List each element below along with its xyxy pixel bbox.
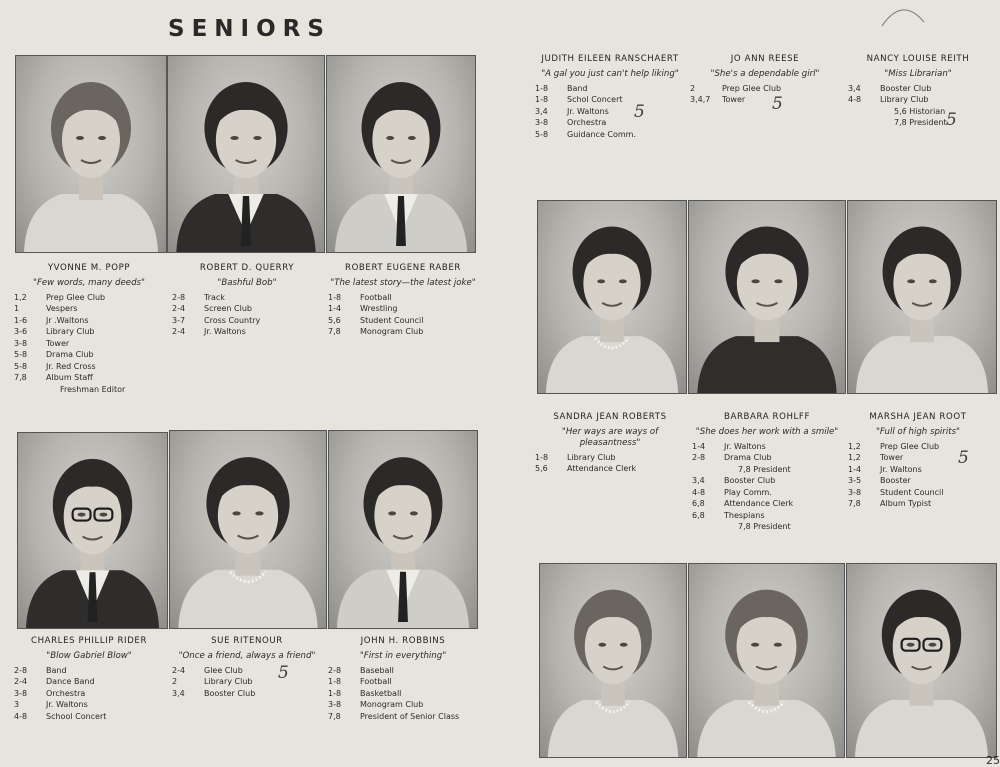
activity-years: 2-8	[692, 453, 706, 462]
activity-years: 5,6	[535, 464, 548, 473]
activity-years: 2-8	[172, 292, 186, 302]
eye	[620, 643, 628, 647]
eye	[98, 136, 106, 140]
activity-row	[692, 521, 842, 533]
activity-name: Vespers	[46, 304, 78, 313]
eye	[774, 279, 782, 283]
handwritten-mark: 5	[278, 663, 289, 683]
activity-row	[692, 510, 842, 522]
senior-caption	[172, 263, 322, 338]
activity-name: 7,8 President	[738, 522, 791, 531]
activity-name: Jr. Red Cross	[46, 361, 96, 371]
activity-name: Orchestra	[567, 118, 607, 127]
activity-row	[328, 326, 478, 338]
portrait-photo	[15, 55, 167, 253]
activity-row	[535, 117, 685, 129]
senior-caption	[535, 412, 685, 475]
senior-name: JO ANN REESE	[730, 54, 800, 64]
activity-row	[535, 463, 685, 475]
senior-caption	[172, 636, 322, 699]
activity-row	[172, 292, 322, 304]
senior-quote: "Bashful Bob"	[217, 277, 277, 288]
activity-name: Monogram Club	[360, 700, 424, 709]
activity-years: 2-8	[328, 665, 342, 675]
activity-name: Library Club	[204, 677, 253, 686]
activity-row	[14, 372, 164, 384]
shoulders	[546, 336, 678, 393]
eye	[78, 513, 86, 517]
eye	[388, 511, 396, 515]
activity-years: 1-4	[328, 304, 342, 313]
shoulders	[697, 700, 835, 757]
eye	[929, 279, 937, 283]
activity-name: Play Comm.	[724, 487, 772, 497]
eye	[907, 643, 915, 647]
activity-name: President of Senior Class	[360, 711, 460, 721]
activity-name: Baseball	[360, 665, 394, 675]
activity-row	[848, 475, 988, 487]
activity-years: 1,2	[848, 453, 861, 462]
activity-name: Library Club	[567, 452, 616, 462]
activity-name: Album Typist	[880, 499, 932, 508]
shoulders	[856, 336, 988, 393]
activity-name: Jr. Waltons	[567, 106, 609, 116]
senior-quote: "She does her work with a smile"	[695, 426, 839, 437]
activity-row	[328, 688, 478, 700]
activity-row	[328, 699, 478, 711]
eye	[928, 643, 936, 647]
shoulders	[24, 194, 158, 252]
activity-row	[14, 315, 164, 327]
handwritten-mark: 5	[772, 94, 783, 114]
activity-years: 3,4	[172, 688, 185, 698]
eye	[619, 279, 627, 283]
activity-years: 4-8	[848, 95, 862, 104]
activity-years: 1-4	[848, 464, 862, 474]
shoulders	[178, 570, 317, 628]
senior-caption	[535, 54, 685, 140]
activity-name: Booster Club	[724, 476, 776, 485]
activity-name: Basketball	[360, 688, 402, 698]
activity-row	[692, 498, 842, 510]
portrait-photo	[17, 432, 168, 629]
activity-years: 1-8	[328, 688, 342, 698]
senior-quote: "A gal you just can't help liking"	[541, 68, 679, 79]
senior-caption	[692, 412, 842, 533]
activity-row	[14, 699, 164, 711]
activity-row	[535, 83, 685, 95]
eye	[255, 511, 263, 515]
activity-name: Attendance Clerk	[567, 464, 637, 473]
activity-name: Track	[204, 292, 225, 302]
senior-caption	[14, 636, 164, 722]
senior-quote: "Her ways are ways of pleasantness"	[561, 426, 659, 448]
activity-row	[14, 384, 164, 396]
activity-name: Orchestra	[46, 688, 86, 698]
activity-name: 7,8 President	[738, 464, 791, 474]
eye	[99, 513, 107, 517]
portrait-figure	[170, 431, 326, 628]
activity-row	[848, 498, 988, 510]
eye	[597, 279, 605, 283]
senior-name: BARBARA ROHLFF	[723, 412, 811, 422]
activity-name: Attendance Clerk	[724, 499, 794, 508]
portrait-figure	[329, 431, 477, 628]
activity-name: Jr. Waltons	[880, 464, 922, 474]
activity-years: 1,2	[848, 441, 861, 451]
activity-row	[328, 665, 478, 677]
eye	[230, 136, 238, 140]
activity-row	[14, 326, 164, 338]
portrait-figure	[540, 564, 686, 757]
activity-years	[692, 464, 724, 476]
activity-name: Cross Country	[204, 315, 261, 325]
senior-name: ROBERT EUGENE RABER	[345, 263, 461, 273]
senior-quote: "Full of high spirits"	[875, 426, 961, 437]
activity-row	[690, 94, 840, 106]
activity-name: Wrestling	[360, 304, 398, 313]
activity-row	[14, 711, 164, 723]
activity-name: Football	[360, 292, 392, 302]
eye	[232, 511, 240, 515]
senior-caption	[848, 54, 988, 129]
activity-row	[14, 349, 164, 361]
activity-row	[848, 94, 988, 106]
activity-row	[848, 487, 988, 499]
handwritten-mark: 5	[634, 102, 645, 122]
activity-name: Screen Club	[204, 304, 253, 313]
senior-quote: "Few words, many deeds"	[33, 277, 145, 288]
activity-years: 1-8	[328, 677, 342, 686]
activity-years: 1-8	[535, 83, 549, 93]
activity-row	[172, 315, 322, 327]
portrait-figure	[16, 56, 166, 252]
senior-name: MARSHA JEAN ROOT	[869, 412, 967, 422]
activity-name: 5,6 Historian	[894, 106, 946, 116]
activity-years: 6,8	[692, 510, 705, 520]
activity-years: 4-8	[14, 711, 28, 721]
portrait-figure	[847, 564, 996, 757]
portrait-photo	[167, 55, 325, 253]
activity-years	[14, 384, 46, 396]
activity-years: 3-5	[848, 476, 862, 485]
senior-quote: "The latest story—the latest joke"	[330, 277, 476, 288]
senior-name: JOHN H. ROBBINS	[360, 636, 446, 646]
activity-name: Prep Glee Club	[722, 83, 782, 93]
activity-row	[172, 326, 322, 338]
activity-years: 2	[172, 677, 178, 686]
eye	[76, 136, 84, 140]
activity-row	[14, 303, 164, 315]
portrait-photo	[537, 200, 687, 394]
activity-years	[692, 521, 724, 533]
portrait-photo	[326, 55, 476, 253]
activity-row	[328, 315, 478, 327]
activity-years: 3-8	[328, 700, 342, 709]
eye	[751, 643, 759, 647]
senior-quote: "First in everything"	[359, 650, 447, 661]
portrait-figure	[689, 201, 845, 393]
activity-years: 6,8	[692, 499, 705, 508]
activity-years: 1	[14, 304, 20, 313]
activity-years: 3-8	[848, 487, 862, 497]
senior-caption	[328, 263, 478, 338]
activity-years: 1-8	[328, 292, 342, 302]
activity-name: Jr. Waltons	[204, 327, 246, 336]
activity-name: Drama Club	[46, 350, 94, 359]
activity-row	[535, 106, 685, 118]
activity-name: Student Council	[360, 315, 424, 325]
activity-name: Album Staff	[46, 373, 93, 382]
page-title: SENIORS	[168, 16, 331, 42]
activity-row	[692, 487, 842, 499]
activity-row	[848, 117, 988, 129]
activity-row	[848, 106, 988, 118]
activity-years: 3-7	[172, 315, 186, 325]
pencil-mark	[880, 0, 930, 30]
portrait-photo	[539, 563, 687, 758]
activity-name: Jr. Waltons	[46, 700, 88, 709]
activity-name: Jr .Waltons	[46, 315, 89, 325]
activity-years: 5-8	[14, 361, 28, 371]
shoulders	[697, 336, 836, 393]
activity-row	[328, 292, 478, 304]
activity-row	[535, 452, 685, 464]
activity-name: Drama Club	[724, 453, 772, 462]
activity-name: School Concert	[46, 711, 107, 721]
activity-years: 2-4	[172, 304, 186, 313]
activity-name: Student Council	[880, 487, 944, 497]
portrait-photo	[846, 563, 997, 758]
activity-row	[14, 292, 164, 304]
activity-row	[14, 665, 164, 677]
activity-row	[14, 688, 164, 700]
activity-row	[172, 665, 322, 677]
portrait-photo	[688, 563, 845, 758]
activity-years	[848, 117, 880, 129]
senior-name: SANDRA JEAN ROBERTS	[553, 412, 667, 422]
senior-name: YVONNE M. POPP	[47, 263, 131, 273]
eye	[774, 643, 782, 647]
activity-years: 2-8	[14, 665, 28, 675]
activity-name: Booster Club	[204, 688, 256, 698]
activity-years: 5-8	[14, 350, 28, 359]
activity-years: 2	[690, 83, 696, 93]
activity-name: Prep Glee Club	[46, 292, 106, 302]
activity-name: Monogram Club	[360, 327, 424, 336]
activity-years: 2-4	[172, 665, 186, 675]
activity-years: 3-8	[535, 118, 549, 127]
handwritten-mark: 5	[958, 448, 969, 468]
activity-years	[848, 106, 880, 118]
activity-years: 3-8	[14, 688, 28, 698]
activity-row	[14, 338, 164, 350]
activity-years: 2-4	[172, 327, 186, 336]
eye	[410, 511, 418, 515]
activity-row	[14, 676, 164, 688]
activity-row	[328, 303, 478, 315]
activity-years: 5,6	[328, 315, 341, 325]
activity-row	[328, 711, 478, 723]
shoulders	[855, 700, 988, 757]
senior-name: JUDITH EILEEN RANSCHAERT	[541, 54, 679, 64]
activity-name: Booster Club	[880, 83, 932, 93]
senior-name: ROBERT D. QUERRY	[199, 263, 295, 273]
activity-row	[14, 361, 164, 373]
activity-years: 4-8	[692, 487, 706, 497]
activity-years: 5-8	[535, 129, 549, 139]
activity-years: 3,4,7	[690, 95, 711, 104]
activity-years: 3,4	[692, 476, 705, 485]
activity-name: Schol Concert	[567, 95, 623, 104]
activity-years: 3-8	[14, 338, 28, 348]
portrait-figure	[168, 56, 324, 252]
activity-years: 3,4	[535, 106, 548, 116]
senior-quote: "Miss Librarian"	[884, 68, 952, 79]
activity-name: Booster	[880, 476, 911, 485]
activity-name: Band	[46, 665, 67, 675]
senior-quote: "Blow Gabriel Blow"	[46, 650, 132, 661]
portrait-figure	[689, 564, 844, 757]
senior-caption	[328, 636, 478, 722]
portrait-photo	[328, 430, 478, 629]
eye	[907, 279, 915, 283]
senior-caption	[14, 263, 164, 395]
activity-name: Glee Club	[204, 665, 243, 675]
portrait-photo	[688, 200, 846, 394]
activity-name: Library Club	[880, 95, 929, 104]
senior-caption	[690, 54, 840, 106]
portrait-figure	[538, 201, 686, 393]
activity-row	[172, 676, 322, 688]
eye	[386, 136, 394, 140]
activity-row	[692, 452, 842, 464]
activity-name: Prep Glee Club	[880, 441, 940, 451]
activity-row	[535, 94, 685, 106]
activity-name: Football	[360, 677, 392, 686]
activity-years: 3,4	[848, 83, 861, 93]
portrait-figure	[327, 56, 475, 252]
senior-name: NANCY LOUISE REITH	[866, 54, 970, 64]
activity-row	[535, 129, 685, 141]
activity-years: 3	[14, 700, 20, 709]
activity-years: 7,8	[328, 711, 341, 721]
activity-years: 1-8	[535, 95, 549, 104]
shoulders	[548, 700, 678, 757]
activity-name: Library Club	[46, 327, 95, 336]
activity-row	[692, 441, 842, 453]
portrait-photo	[847, 200, 997, 394]
activity-name: Thespians	[724, 510, 765, 520]
activity-row	[328, 676, 478, 688]
activity-row	[690, 83, 840, 95]
activity-name: Jr. Waltons	[724, 441, 766, 451]
activity-years: 1-8	[535, 452, 549, 462]
activity-row	[692, 475, 842, 487]
activity-name: Tower	[880, 453, 904, 462]
eye	[598, 643, 606, 647]
activity-row	[848, 83, 988, 95]
activity-years: 7,8	[328, 327, 341, 336]
activity-name: Band	[567, 83, 588, 93]
activity-name: Tower	[722, 95, 746, 104]
activity-years: 7,8	[848, 499, 861, 508]
activity-name: Freshman Editor	[60, 384, 126, 394]
activity-years: 1,2	[14, 292, 27, 302]
eye	[408, 136, 416, 140]
activity-row	[172, 303, 322, 315]
eye	[253, 136, 261, 140]
senior-name: SUE RITENOUR	[211, 636, 283, 646]
senior-quote: "She's a dependable girl"	[710, 68, 820, 79]
senior-name: CHARLES PHILLIP RIDER	[30, 636, 148, 646]
eye	[751, 279, 759, 283]
activity-name: Tower	[46, 338, 70, 348]
activity-years: 1-6	[14, 315, 28, 325]
activity-name: Dance Band	[46, 677, 95, 686]
portrait-figure	[848, 201, 996, 393]
portrait-figure	[18, 433, 167, 628]
activity-row	[692, 464, 842, 476]
page-number: 25	[986, 754, 1000, 767]
activity-years: 1-4	[692, 441, 706, 451]
handwritten-mark: 5	[946, 110, 957, 130]
activity-years: 3-6	[14, 327, 28, 336]
activity-row	[172, 688, 322, 700]
senior-quote: "Once a friend, always a friend"	[178, 650, 316, 661]
activity-name: Guidance Comm.	[567, 129, 637, 139]
portrait-photo	[169, 430, 327, 629]
activity-name: 7,8 President	[894, 118, 947, 127]
activity-years: 2-4	[14, 677, 28, 686]
activity-years: 7,8	[14, 373, 27, 382]
